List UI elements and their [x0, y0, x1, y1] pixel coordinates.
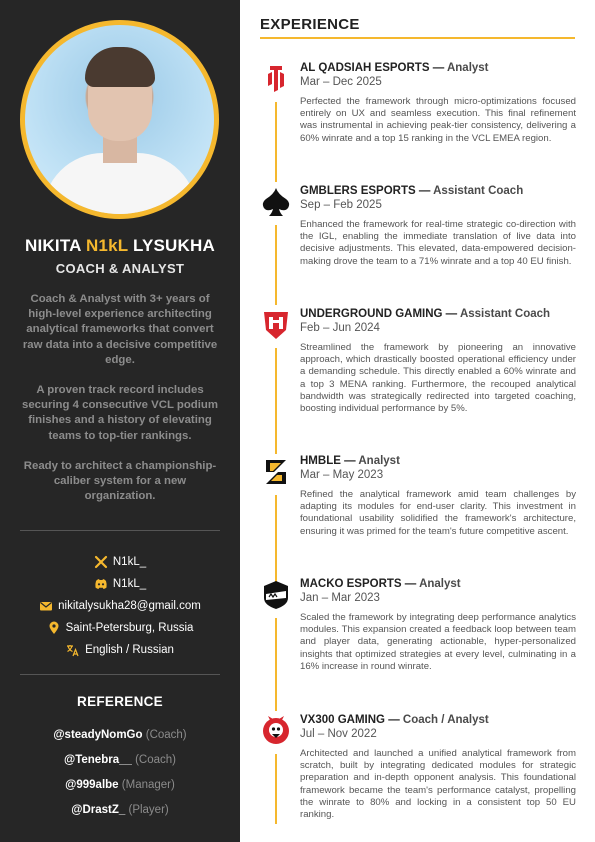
hmble-logo-icon	[260, 455, 292, 489]
timeline-line	[275, 618, 277, 711]
contact-list	[0, 551, 240, 661]
summary-paragraph: A proven track record includes securing 4 consecutive VCL podium finishes and a history of elevating teams to top-tier rankings.	[21, 384, 218, 442]
description: Enhanced the framework for real-time strategic co-direction with the IGL, enabling the immediate translation of live data into decisive adjustments. This elevated, data-empowered decision-making drove the team to a 71% winrate and a top 40 EU finish.	[300, 219, 576, 267]
contact-text: N1kL_	[112, 556, 147, 568]
reference-handle: @999albe	[65, 779, 119, 791]
x-logo-icon	[94, 555, 108, 569]
contact-location	[0, 617, 240, 639]
al-qadsiah-logo-icon	[260, 62, 292, 96]
date-range: Mar – May 2023	[300, 469, 384, 481]
translate-icon	[66, 643, 80, 657]
reference-item[interactable]	[0, 754, 240, 779]
contact-text: Saint-Petersburg, Russia	[65, 622, 194, 634]
contact-text: nikitalysukha28@gmail.com	[58, 600, 201, 612]
experience-heading: EXPERIENCE	[260, 16, 360, 33]
timeline-line	[275, 348, 277, 454]
reference-list	[0, 729, 240, 829]
reference-item[interactable]	[0, 729, 240, 754]
role-title: COACH & ANALYST	[55, 261, 185, 276]
macko-esports-logo-icon	[260, 578, 292, 612]
team-name: AL QADSIAH ESPORTS	[300, 62, 430, 74]
timeline-line	[275, 102, 277, 182]
reference-role: (Player)	[128, 804, 169, 816]
sidebar	[0, 0, 240, 842]
reference-heading: REFERENCE	[77, 694, 163, 709]
profile-photo-frame	[20, 20, 219, 219]
team-name: MACKO ESPORTS	[300, 578, 402, 590]
team-name: GMBLERS ESPORTS	[300, 185, 416, 197]
timeline-line	[275, 754, 277, 824]
last-name: LYSUKHA	[132, 236, 215, 255]
description: Refined the analytical framework amid team challenges by adapting its modules for end-user clarity. This investment in foundational usability solidified the framework's architecture, ensuring it was primed for the team's future competitive ascent.	[300, 489, 576, 537]
contact-x[interactable]	[0, 551, 240, 573]
position: Analyst	[358, 455, 400, 467]
envelope-icon	[39, 599, 53, 613]
position: Analyst	[419, 578, 461, 590]
timeline-line	[275, 495, 277, 587]
date-range: Sep – Feb 2025	[300, 199, 382, 211]
gmblers-spade-logo-icon	[260, 185, 292, 219]
contact-discord[interactable]	[0, 573, 240, 595]
timeline-line	[275, 225, 277, 305]
date-range: Jul – Nov 2022	[300, 728, 377, 740]
reference-handle: @Tenebra__	[64, 754, 132, 766]
team-name: HMBLE	[300, 455, 341, 467]
date-range: Jan – Mar 2023	[300, 592, 380, 604]
position: Assistant Coach	[459, 308, 551, 320]
reference-role: (Coach)	[135, 754, 176, 766]
location-pin-icon	[47, 621, 61, 635]
reference-item[interactable]	[0, 804, 240, 829]
position: Assistant Coach	[433, 185, 524, 197]
reference-role: (Manager)	[121, 779, 175, 791]
description: Streamlined the framework by pioneering an innovative approach, which drastically boosted operational efficiency under a demanding schedule. This directly enabled a 60% winrate and a top 3 MENA ranking. Furthermore, the recouped analytical bandwidth was strategically redirected into targeted coaching, boosting individual performance by 5%.	[300, 342, 576, 415]
profile-photo	[25, 25, 214, 214]
date-range: Mar – Dec 2025	[300, 76, 382, 88]
description: Perfected the framework through micro-optimizations focused entirely on UX and seamless execution. This final refinement was instrumental in achieving peak-tier consistency, delivering a 60% winrate and a top 15 ranking in the VCL EMEA region.	[300, 96, 576, 144]
position: Coach / Analyst	[402, 714, 489, 726]
full-name	[0, 236, 240, 256]
reference-handle: @steadyNomGo	[53, 729, 143, 741]
contact-languages	[0, 639, 240, 661]
vx300-gaming-logo-icon	[260, 714, 292, 748]
contact-text: N1kL_	[112, 578, 147, 590]
contact-text: English / Russian	[85, 644, 174, 656]
description: Architected and launched a unified analytical framework from scratch, built by integrating dedicated modules for strategic preparation and in-depth opponent analysis. This foundational framework became the team's performance catalyst, propelling the winrate to 80% and locking in a consistent top 50 EU ranking.	[300, 748, 576, 821]
first-name: NIKITA	[25, 236, 81, 255]
reference-item[interactable]	[0, 779, 240, 804]
divider	[20, 674, 220, 675]
date-range: Feb – Jun 2024	[300, 322, 380, 334]
divider	[20, 530, 220, 531]
summary	[18, 292, 222, 519]
underground-gaming-logo-icon	[260, 308, 292, 342]
heading-underline	[260, 37, 575, 39]
description: Scaled the framework by integrating deep performance analytics modules. This expansion created a feedback loop between team and player data, generating actionable, hyper-personalized insights that optimized strategies at every level, culminating in a 16% increase in round winrate.	[300, 612, 576, 672]
summary-paragraph: Ready to architect a championship-caliber system for a new organization.	[23, 459, 217, 503]
team-name: UNDERGROUND GAMING	[300, 308, 443, 320]
team-name: VX300 GAMING	[300, 714, 385, 726]
reference-role: (Coach)	[145, 729, 187, 741]
summary-paragraph: Coach & Analyst with 3+ years of high-level experience architecting analytical frameworks that convert raw data into a decisive competitive edge.	[22, 293, 218, 366]
contact-email[interactable]	[0, 595, 240, 617]
discord-icon	[94, 577, 108, 591]
nickname: N1kL	[85, 236, 129, 255]
reference-handle: @DrastZ_	[71, 804, 126, 816]
position: Analyst	[446, 62, 489, 74]
